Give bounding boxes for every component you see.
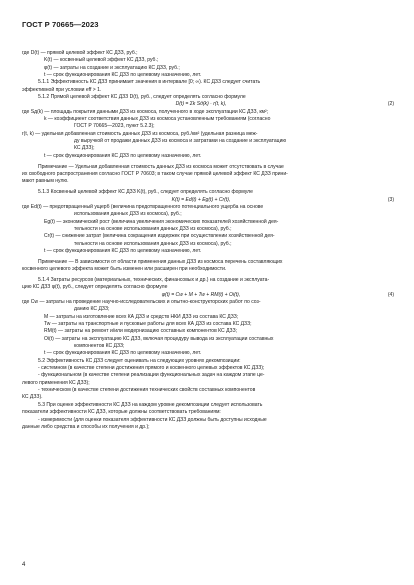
text-line: использования данных ДЗЗ из космоса), руб.; xyxy=(74,211,182,218)
formula-number: (3) xyxy=(387,196,394,203)
formula-number: (2) xyxy=(387,101,394,108)
formula-text: φ(t) = Cw + M + Tw + RM(t) + Oi(t), xyxy=(161,291,241,298)
text-line: k — коэффициент соответствия данных ДЗЗ из космоса установленным требованиям (согласно xyxy=(44,116,271,123)
text-line: тельности на основе использования данных ДЗЗ из космоса), руб.; xyxy=(74,225,232,232)
text-line: - системном (в качестве степени достижения прямого и косвенного целевых эффектов КС ДЗЗ); xyxy=(38,365,265,372)
text-line: Oi(t) — затраты на эксплуатацию КС ДЗЗ, включая процедуру вывода из эксплуатации составных xyxy=(44,335,274,342)
text-line: t — срок функционирования КС ДЗЗ по целевому назначению, лет. xyxy=(44,350,202,357)
text-line: ду выручкой от продажи данных ДЗЗ из космоса и затратами на создание и эксплуатацию xyxy=(74,138,287,145)
text-line: где Ed(t) — предотвращенный ущерб (величина предотвращенного потенциального ущерба на основе xyxy=(22,203,264,210)
formula-number: (4) xyxy=(387,291,394,298)
text-line: показатели эффективности КС ДЗЗ, которые должны соответствовать требованиям: xyxy=(22,409,221,416)
text-line: данные либо средства и способы их получения и др.); xyxy=(22,423,150,430)
text-line: 5.1.4 Затраты ресурсов (материальных, технических, финансовых и др.) на создание и эксплуата- xyxy=(38,276,270,283)
formula-line xyxy=(22,197,394,204)
formula-text: D(t) = Σk Sд(k) · r(t, k), xyxy=(175,101,227,108)
text-line: t — срок функционирования КС ДЗЗ по целевому назначению, лет. xyxy=(44,152,202,159)
text-line: - измеримости (для оценки показателя эффективности КС ДЗЗ должны быть доступны исходные xyxy=(38,416,267,423)
text-line: K(t) — косвенный целевой эффект КС ДЗЗ, руб.; xyxy=(44,57,159,64)
text-line: - техническом (в качестве степени достижения технических свойств составных компонентов xyxy=(38,387,256,394)
text-line: 5.3 При оценке эффективности КС ДЗЗ на каждом уровне декомпозиции следует использовать xyxy=(38,401,263,408)
text-line: где D(t) — прямой целевой эффект КС ДЗЗ, руб.; xyxy=(22,50,138,56)
text-line: Cr(t) — снижение затрат (величина сокращения издержек при осуществлении хозяйственной дея- xyxy=(44,233,275,240)
text-line: косвенного целевого эффекта может быть изменен или расширен при необходимости. xyxy=(22,266,227,273)
text-line: где Cw — затраты на проведение научно-исследовательских и опытно-конструкторских работ по соз- xyxy=(22,299,261,305)
page-number: 4 xyxy=(22,562,26,568)
text-line: их свободного распространения согласно ГОСТ Р 70603; в таком случае прямой целевой эффект КС ДЗЗ прини- xyxy=(22,171,288,177)
text-line: 5.1.1 Эффективность КС ДЗЗ принимает значения в интервале [0; ∞). КС ДЗЗ следует считать xyxy=(38,79,261,86)
text-line: Eg(t) — экономический рост (величина увеличения экономических показателей хозяйственной дея- xyxy=(44,218,279,225)
formula-text: K(t) = Ed(t) + Eg(t) + Cr(t), xyxy=(171,196,231,203)
formula-line xyxy=(22,292,394,299)
text-line: ГОСТ Р 70665—2023, пункт 5.2.3); xyxy=(74,123,155,130)
document-body xyxy=(22,50,394,431)
text-line: r(t, k) — удельная добавленная стоимость данных ДЗЗ из космоса, руб./км² (удельная разница меж- xyxy=(22,130,258,137)
text-line: 5.1.3 Косвенный целевой эффект КС ДЗЗ K(t), руб., следует определять согласно формуле xyxy=(38,189,253,196)
text-line: 5.2 Эффективность КС ДЗЗ следует оценивать на следующих уровнях декомпозиции: xyxy=(38,357,241,364)
text-line: КС ДЗЗ); xyxy=(74,145,95,152)
text-line: где Sд(k) — площадь покрытия данными ДЗЗ из космоса, полученного в ходе эксплуатации КС ДЗЗ, км²; xyxy=(22,108,269,115)
text-line: 5.1.2 Прямой целевой эффект КС ДЗЗ D(t), руб., следует определять согласно формуле xyxy=(38,94,246,101)
text-line: Примечание — В зависимости от области применения данных ДЗЗ из космоса перечень составляющих xyxy=(38,258,283,265)
text-line: t — срок функционирования КС ДЗЗ по целевому назначению, лет. xyxy=(44,247,202,254)
text-line: φ(t) — затраты на создание и эксплуатацию КС ДЗЗ, руб.; xyxy=(44,64,180,71)
text-line: КС ДЗЗ). xyxy=(22,394,43,401)
text-line: Примечание — Удельная добавленная стоимость данных ДЗЗ из космоса может отсутствовать в случае xyxy=(38,163,284,170)
text-line: RM(t) — затраты на ремонт и/или модернизацию составных компонентов КС ДЗЗ; xyxy=(44,328,238,335)
text-line: Tw — затраты на транспортные и пусковые работы для всех КА ДЗЗ из состава КС ДЗЗ; xyxy=(44,321,252,328)
text-line: цию КС ДЗЗ φ(t), руб., следует определять согласно формуле xyxy=(22,284,168,291)
text-line: M — затраты на изготовление всех КА ДЗЗ и средств НКИ ДЗЗ из состава КС ДЗЗ; xyxy=(44,313,239,320)
text-line: данию КС ДЗЗ; xyxy=(74,306,110,313)
text-line: эффективной при условии eff > 1. xyxy=(22,86,102,93)
text-line: t — срок функционирования КС ДЗЗ по целевому назначению, лет. xyxy=(44,72,202,79)
text-line: левого применения КС ДЗЗ); xyxy=(22,379,90,386)
page-header-title: ГОСТ Р 70665—2023 xyxy=(22,20,99,29)
text-line: компонентов КС ДЗЗ; xyxy=(74,343,125,350)
text-line: тельности на основе использования данных ДЗЗ из космоса), руб.; xyxy=(74,240,232,247)
text-line: - функциональном (в качестве степени реализации функциональных задач на каждом этапе це- xyxy=(38,372,265,379)
formula-line xyxy=(22,101,394,108)
text-line: мают равным нулю. xyxy=(22,178,69,185)
